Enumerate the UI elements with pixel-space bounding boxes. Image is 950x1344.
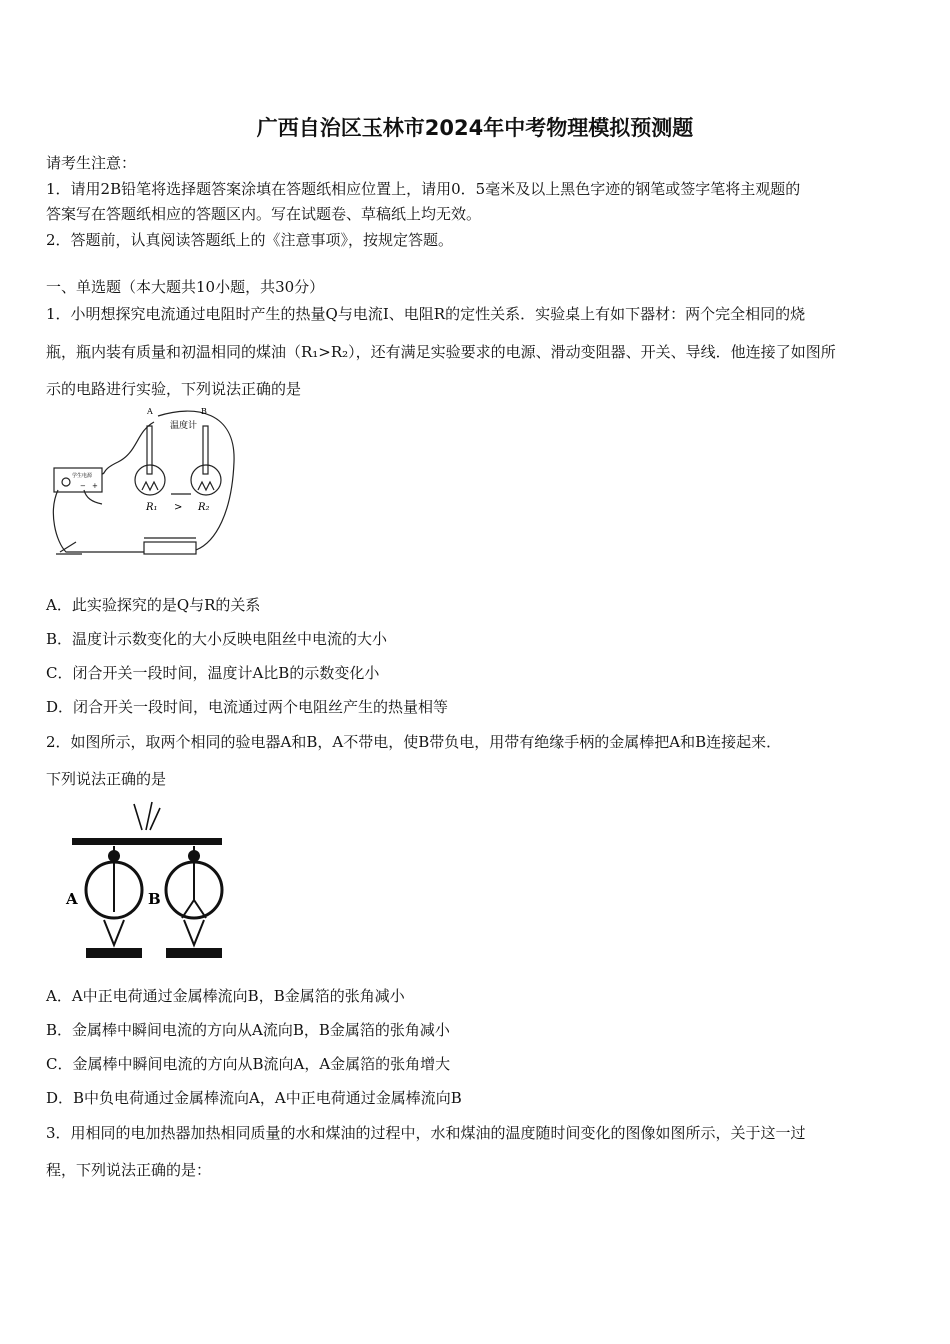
question-1-line-3: 示的电路进行实验，下列说法正确的是	[46, 380, 302, 398]
question-1-option-d: D．闭合开关一段时间，电流通过两个电阻丝产生的热量相等	[46, 698, 449, 716]
label-r2: R₂	[198, 502, 210, 513]
thermometer-b	[203, 426, 208, 474]
notice-item-1-line-1: 1．请用2B铅笔将选择题答案涂填在答题纸相应位置上，请用0．5毫米及以上黑色字迹的钢笔或签字笔将主观题的	[46, 180, 801, 198]
question-2-option-b: B．金属棒中瞬间电流的方向从A流向B，B金属箔的张角减小	[46, 1021, 450, 1039]
wire-top-left	[102, 422, 154, 474]
coil-r2	[198, 482, 214, 490]
power-dial	[62, 478, 70, 486]
power-label: 学生电源	[72, 473, 93, 479]
label-b: B	[201, 407, 207, 416]
question-1-option-b: B．温度计示数变化的大小反映电阻丝中电流的大小	[46, 630, 388, 648]
notice-item-1-line-2: 答案写在答题纸相应的答题区内。写在试题卷、草稿纸上均无效。	[46, 205, 482, 223]
metal-rod	[72, 838, 222, 845]
label-gt: >	[174, 502, 183, 513]
question-1-option-c: C．闭合开关一段时间，温度计A比B的示数变化小	[46, 664, 380, 682]
question-1-line-2: 瓶，瓶内装有质量和初温相同的煤油（R₁>R₂），还有满足实验要求的电源、滑动变阻器、开关、导线．他连接了如图所	[46, 343, 836, 361]
electroscope-a-ball	[108, 850, 120, 862]
question-2-line-1: 2．如图所示，取两个相同的验电器A和B，A不带电，使B带负电，用带有绝缘手柄的金属棒把A和B连接起来．	[46, 733, 782, 751]
power-minus: −	[80, 482, 86, 490]
circuit-figure	[46, 402, 246, 567]
thermometer-label: 温度计	[170, 421, 198, 431]
notice-heading: 请考生注意：	[46, 154, 137, 172]
question-2-option-d: D．B中负电荷通过金属棒流向A，A中正电荷通过金属棒流向B	[46, 1089, 462, 1107]
power-plus: +	[92, 482, 98, 490]
electroscope-figure	[64, 800, 234, 962]
question-2-option-a: A．A中正电荷通过金属棒流向B，B金属箔的张角减小	[46, 987, 405, 1005]
notice-item-2: 2．答题前，认真阅读答题纸上的《注意事项》，按规定答题。	[46, 231, 454, 249]
label-a: A	[147, 407, 153, 416]
electroscope-b-base	[166, 948, 222, 958]
rheostat	[144, 542, 196, 554]
page-title: 广西自治区玉林市2024年中考物理模拟预测题	[256, 116, 694, 140]
electroscope-b-ball	[188, 850, 200, 862]
question-1-option-a: A．此实验探究的是Q与R的关系	[46, 596, 261, 614]
question-1-line-1: 1．小明想探究电流通过电阻时产生的热量Q与电流I、电阻R的定性关系．实验桌上有如下器材：两个完全相同的烧	[46, 305, 806, 323]
question-3-line-2: 程，下列说法正确的是：	[46, 1161, 212, 1179]
label-r1: R₁	[146, 502, 158, 513]
question-3-line-1: 3．用相同的电加热器加热相同质量的水和煤油的过程中，水和煤油的温度随时间变化的图像如图所示，关于这一过	[46, 1124, 806, 1142]
wire-top-right	[158, 411, 234, 550]
electroscope-b-stand	[184, 920, 204, 945]
question-2-option-c: C．金属棒中瞬间电流的方向从B流向A，A金属箔的张角增大	[46, 1055, 451, 1073]
label-a: A	[66, 890, 78, 908]
question-2-line-2: 下列说法正确的是	[46, 770, 167, 788]
section-heading: 一、单选题（本大题共10小题，共30分）	[46, 278, 325, 296]
wire-bottom-left	[53, 490, 144, 552]
label-b: B	[148, 890, 161, 908]
electroscope-a-stand	[104, 920, 124, 945]
hand-icon	[134, 802, 160, 830]
coil-r1	[142, 482, 158, 490]
electroscope-a-base	[86, 948, 142, 958]
thermometer-a	[147, 426, 152, 474]
